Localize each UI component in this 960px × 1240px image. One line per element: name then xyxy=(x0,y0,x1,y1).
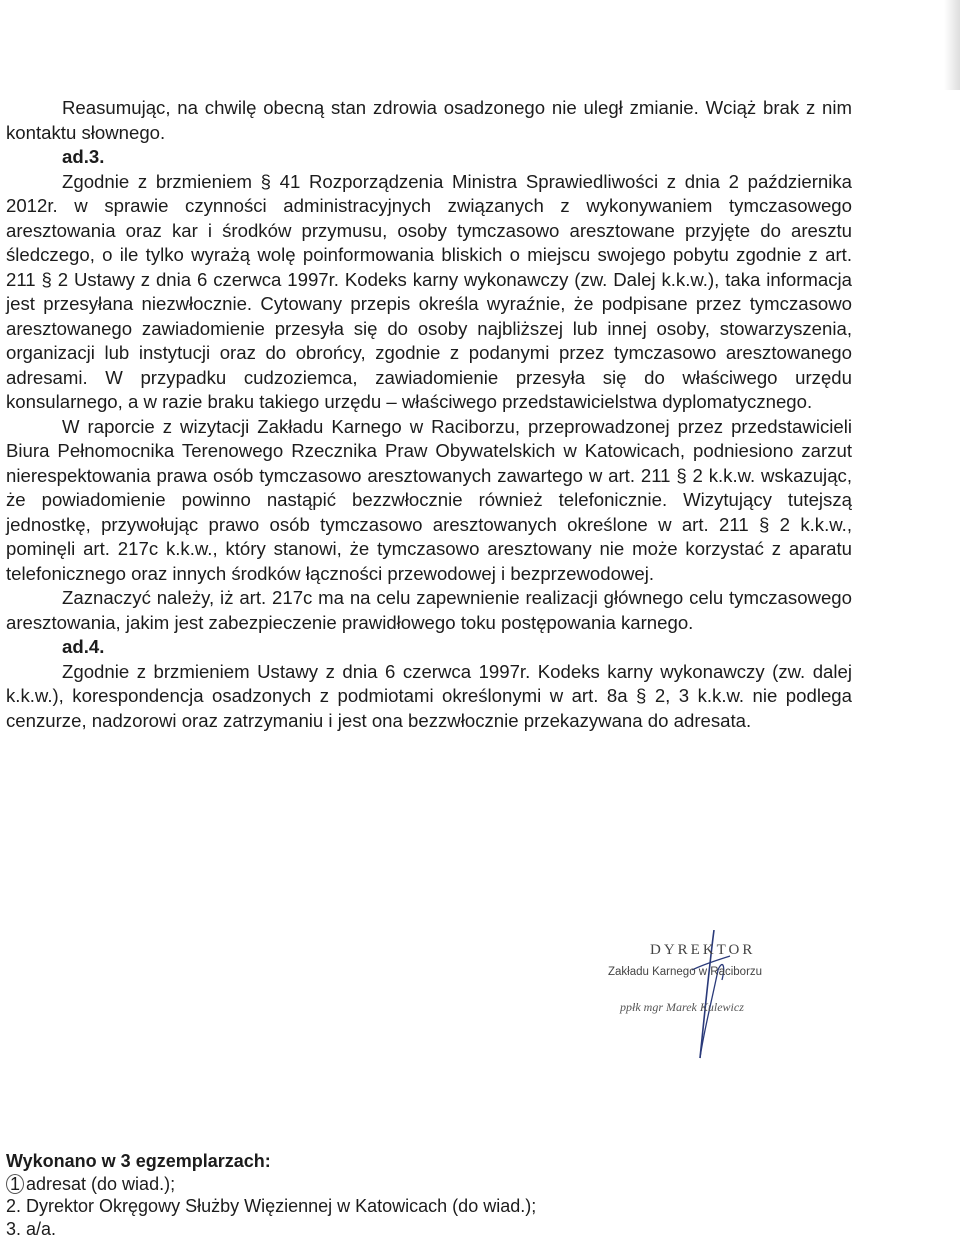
section-heading: ad.3. xyxy=(6,145,852,170)
list-item xyxy=(6,1195,536,1218)
distribution-heading: Wykonano w 3 egzemplarzach: xyxy=(6,1150,536,1173)
item-number: 2. xyxy=(6,1196,21,1216)
item-number: 3. xyxy=(6,1219,21,1239)
paragraph: Zgodnie z brzmieniem § 41 Rozporządzenia Ministra Sprawiedliwości z dnia 2 października 2012r. w sprawie czynności administracyjnych związanych z wykonywaniem tymczasowego aresztowania oraz kar i środków przymusu, osoby tymczasowo aresztowane przyjęte do aresztu śledczego, o ile tylko wyrażą wolę poinformowania bliskich o miejscu swojego pobytu zgodnie z art. 211 § 2 Ustawy z dnia 6 czerwca 1997r. Kodeks karny wykonawczy (zw. Dalej k.k.w.), taka informacja jest przesyłana niezwłocznie. Cytowany przepis określa wyraźnie, że podpisane przez tymczasowo aresztowanego zawiadomienie przesyła się do osoby najbliższej lub innej osoby, stowarzyszenia, organizacji lub instytucji oraz do obrońcy, zgodnie z podanymi przez tymczasowo aresztowanego adresami. W przypadku cudzoziemca, zawiadomienie przesyła się do właściwego urzędu konsularnego, a w razie braku takiego urzędu – właściwego przedstawicielstwa dyplomatycznego. xyxy=(6,170,852,415)
scan-edge-shadow xyxy=(944,0,960,90)
list-item xyxy=(6,1173,536,1196)
letter-body xyxy=(6,96,852,733)
item-text: Dyrektor Okręgowy Służby Więziennej w Katowicach (do wiad.); xyxy=(26,1196,536,1216)
list-item xyxy=(6,1218,536,1240)
item-text: a/a. xyxy=(26,1219,56,1239)
director-signature-stamp xyxy=(596,930,836,1060)
stamp-title: DYREKTOR xyxy=(650,942,755,959)
section-heading: ad.4. xyxy=(6,635,852,660)
paragraph: Zgodnie z brzmieniem Ustawy z dnia 6 czerwca 1997r. Kodeks karny wykonawczy (zw. dalej k.k.w.), korespondencja osadzonych z podmiotami określonymi w art. 8a § 2, 3 k.k.w. nie podlega cenzurze, nadzorowi oraz zatrzymaniu i jest ona bezzwłocznie przekazywana do adresata. xyxy=(6,660,852,734)
item-number: 1 xyxy=(6,1174,24,1194)
paragraph: W raporcie z wizytacji Zakładu Karnego w Raciborzu, przeprowadzonej przez przedstawicieli Biura Pełnomocnika Terenowego Rzecznika Praw Obywatelskich w Katowicach, podniesiono zarzut nierespektowania prawa osób tymczasowo aresztowanych zawartego w art. 211 § 2 k.k.w. wskazując, że powiadomienie powinno nastąpić bezzwłocznie również telefonicznie. Wizytujący tutejszą jednostkę, przywołując prawo osób tymczasowo aresztowanych określone w art. 211 § 2 k.k.w., pominęli art. 217c k.k.w., który stanowi, że tymczasowo aresztowany nie może korzystać z aparatu telefonicznego oraz innych środków łączności przewodowej i bezprzewodowej. xyxy=(6,415,852,587)
stamp-name: ppłk mgr Marek Kulewicz xyxy=(620,1000,744,1015)
paragraph: Zaznaczyć należy, iż art. 217c ma na celu zapewnienie realizacji głównego celu tymczasowego aresztowania, jakim jest zabezpieczenie prawidłowego toku postępowania karnego. xyxy=(6,586,852,635)
paragraph: Reasumując, na chwilę obecną stan zdrowia osadzonego nie uległ zmianie. Wciąż brak z nim kontaktu słownego. xyxy=(6,96,852,145)
stamp-institution: Zakładu Karnego w Raciborzu xyxy=(608,966,762,978)
item-text: adresat (do wiad.); xyxy=(26,1174,175,1194)
distribution-list xyxy=(6,1150,536,1240)
